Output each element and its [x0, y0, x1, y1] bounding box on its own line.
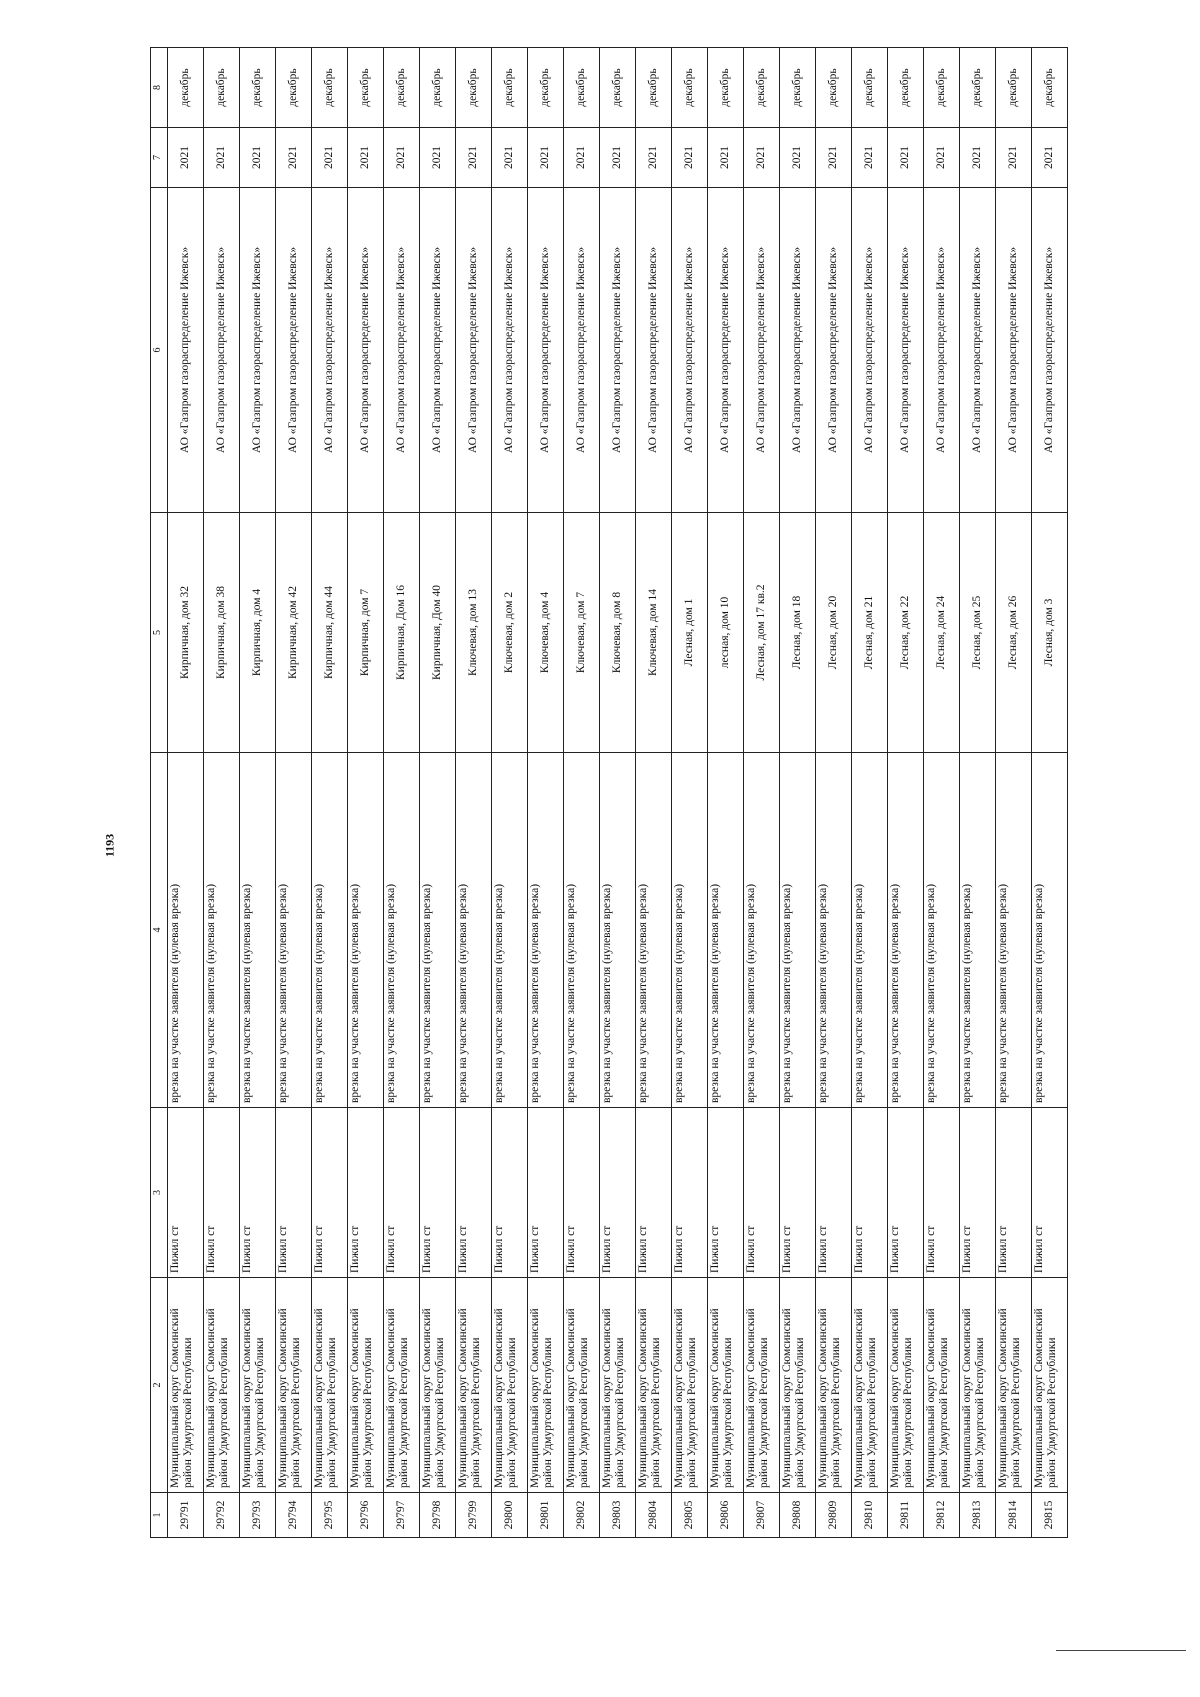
address-cell: Кирпичная, дом 4 [240, 513, 276, 753]
organization-cell: АО «Газпром газораспределение Ижевск» [384, 188, 420, 513]
table-row [1032, 48, 1068, 1538]
row-number-cell: 29808 [780, 1493, 816, 1538]
organization-cell: АО «Газпром газораспределение Ижевск» [312, 188, 348, 513]
organization-cell: АО «Газпром газораспределение Ижевск» [600, 188, 636, 513]
district-cell: Муниципальный округ Сюмсинский район Удмуртской Республики [1032, 1278, 1068, 1493]
table-row [672, 48, 708, 1538]
row-number-cell: 29806 [708, 1493, 744, 1538]
row-number-cell: 29794 [276, 1493, 312, 1538]
organization-cell: АО «Газпром газораспределение Ижевск» [996, 188, 1032, 513]
month-cell: декабрь [276, 48, 312, 128]
organization-cell: АО «Газпром газораспределение Ижевск» [348, 188, 384, 513]
district-cell: Муниципальный округ Сюмсинский район Удмуртской Республики [492, 1278, 528, 1493]
year-cell: 2021 [456, 128, 492, 188]
year-cell: 2021 [168, 128, 204, 188]
row-number-cell: 29815 [1032, 1493, 1068, 1538]
work-type-cell: врезка на участке заявителя (нулевая врезка) [744, 753, 780, 1108]
column-header: 7 [151, 128, 168, 188]
table-row [564, 48, 600, 1538]
year-cell: 2021 [924, 128, 960, 188]
month-cell: декабрь [348, 48, 384, 128]
table-row [384, 48, 420, 1538]
locality-cell: Пижил ст [420, 1108, 456, 1278]
year-cell: 2021 [816, 128, 852, 188]
organization-cell: АО «Газпром газораспределение Ижевск» [564, 188, 600, 513]
locality-cell: Пижил ст [960, 1108, 996, 1278]
table-row [960, 48, 996, 1538]
column-number-row [151, 48, 168, 1538]
locality-cell: Пижил ст [708, 1108, 744, 1278]
row-number-cell: 29811 [888, 1493, 924, 1538]
row-number-cell: 29805 [672, 1493, 708, 1538]
work-type-cell: врезка на участке заявителя (нулевая врезка) [852, 753, 888, 1108]
row-number-cell: 29800 [492, 1493, 528, 1538]
table-row [636, 48, 672, 1538]
row-number-cell: 29793 [240, 1493, 276, 1538]
locality-cell: Пижил ст [636, 1108, 672, 1278]
scan-edge-line [1056, 1650, 1186, 1651]
organization-cell: АО «Газпром газораспределение Ижевск» [636, 188, 672, 513]
address-cell: Лесная, дом 3 [1032, 513, 1068, 753]
locality-cell: Пижил ст [744, 1108, 780, 1278]
year-cell: 2021 [240, 128, 276, 188]
column-header: 4 [151, 753, 168, 1108]
work-type-cell: врезка на участке заявителя (нулевая врезка) [168, 753, 204, 1108]
locality-cell: Пижил ст [204, 1108, 240, 1278]
district-cell: Муниципальный округ Сюмсинский район Удмуртской Республики [888, 1278, 924, 1493]
month-cell: декабрь [780, 48, 816, 128]
address-cell: Ключевая, дом 7 [564, 513, 600, 753]
organization-cell: АО «Газпром газораспределение Ижевск» [816, 188, 852, 513]
month-cell: декабрь [168, 48, 204, 128]
column-header: 6 [151, 188, 168, 513]
locality-cell: Пижил ст [780, 1108, 816, 1278]
table-row [204, 48, 240, 1538]
row-number-cell: 29802 [564, 1493, 600, 1538]
month-cell: декабрь [528, 48, 564, 128]
table-row [348, 48, 384, 1538]
address-cell: Ключевая, дом 2 [492, 513, 528, 753]
work-type-cell: врезка на участке заявителя (нулевая врезка) [816, 753, 852, 1108]
address-cell: Ключевая, дом 4 [528, 513, 564, 753]
organization-cell: АО «Газпром газораспределение Ижевск» [708, 188, 744, 513]
month-cell: декабрь [1032, 48, 1068, 128]
row-number-cell: 29814 [996, 1493, 1032, 1538]
work-type-cell: врезка на участке заявителя (нулевая врезка) [708, 753, 744, 1108]
gas-connection-table [150, 47, 1068, 1538]
organization-cell: АО «Газпром газораспределение Ижевск» [492, 188, 528, 513]
month-cell: декабрь [672, 48, 708, 128]
district-cell: Муниципальный округ Сюмсинский район Удмуртской Республики [348, 1278, 384, 1493]
table-row [492, 48, 528, 1538]
district-cell: Муниципальный округ Сюмсинский район Удмуртской Республики [816, 1278, 852, 1493]
locality-cell: Пижил ст [672, 1108, 708, 1278]
locality-cell: Пижил ст [924, 1108, 960, 1278]
row-number-cell: 29810 [852, 1493, 888, 1538]
page-number: 1193 [102, 833, 117, 858]
year-cell: 2021 [996, 128, 1032, 188]
column-header: 8 [151, 48, 168, 128]
work-type-cell: врезка на участке заявителя (нулевая врезка) [204, 753, 240, 1108]
work-type-cell: врезка на участке заявителя (нулевая врезка) [420, 753, 456, 1108]
district-cell: Муниципальный округ Сюмсинский район Удмуртской Республики [600, 1278, 636, 1493]
document-body [150, 48, 1200, 1530]
month-cell: декабрь [744, 48, 780, 128]
district-cell: Муниципальный округ Сюмсинский район Удмуртской Республики [960, 1278, 996, 1493]
address-cell: Лесная, дом 18 [780, 513, 816, 753]
address-cell: Лесная, дом 21 [852, 513, 888, 753]
table-row [600, 48, 636, 1538]
locality-cell: Пижил ст [1032, 1108, 1068, 1278]
table-row [168, 48, 204, 1538]
work-type-cell: врезка на участке заявителя (нулевая врезка) [528, 753, 564, 1108]
organization-cell: АО «Газпром газораспределение Ижевск» [204, 188, 240, 513]
year-cell: 2021 [492, 128, 528, 188]
row-number-cell: 29795 [312, 1493, 348, 1538]
organization-cell: АО «Газпром газораспределение Ижевск» [780, 188, 816, 513]
organization-cell: АО «Газпром газораспределение Ижевск» [528, 188, 564, 513]
table-row [888, 48, 924, 1538]
address-cell: Кирпичная, дом 42 [276, 513, 312, 753]
district-cell: Муниципальный округ Сюмсинский район Удмуртской Республики [204, 1278, 240, 1493]
year-cell: 2021 [672, 128, 708, 188]
year-cell: 2021 [600, 128, 636, 188]
district-cell: Муниципальный округ Сюмсинский район Удмуртской Республики [312, 1278, 348, 1493]
year-cell: 2021 [420, 128, 456, 188]
row-number-cell: 29791 [168, 1493, 204, 1538]
work-type-cell: врезка на участке заявителя (нулевая врезка) [996, 753, 1032, 1108]
district-cell: Муниципальный округ Сюмсинский район Удмуртской Республики [708, 1278, 744, 1493]
column-header: 3 [151, 1108, 168, 1278]
table-row [996, 48, 1032, 1538]
table-row [924, 48, 960, 1538]
district-cell: Муниципальный округ Сюмсинский район Удмуртской Республики [744, 1278, 780, 1493]
organization-cell: АО «Газпром газораспределение Ижевск» [888, 188, 924, 513]
row-number-cell: 29809 [816, 1493, 852, 1538]
table-row [708, 48, 744, 1538]
year-cell: 2021 [528, 128, 564, 188]
row-number-cell: 29803 [600, 1493, 636, 1538]
organization-cell: АО «Газпром газораспределение Ижевск» [420, 188, 456, 513]
table-row [852, 48, 888, 1538]
district-cell: Муниципальный округ Сюмсинский район Удмуртской Республики [780, 1278, 816, 1493]
work-type-cell: врезка на участке заявителя (нулевая врезка) [384, 753, 420, 1108]
month-cell: декабрь [240, 48, 276, 128]
month-cell: декабрь [492, 48, 528, 128]
locality-cell: Пижил ст [852, 1108, 888, 1278]
district-cell: Муниципальный округ Сюмсинский район Удмуртской Республики [276, 1278, 312, 1493]
month-cell: декабрь [312, 48, 348, 128]
work-type-cell: врезка на участке заявителя (нулевая врезка) [456, 753, 492, 1108]
work-type-cell: врезка на участке заявителя (нулевая врезка) [240, 753, 276, 1108]
address-cell: Ключевая, дом 13 [456, 513, 492, 753]
row-number-cell: 29813 [960, 1493, 996, 1538]
month-cell: декабрь [816, 48, 852, 128]
work-type-cell: врезка на участке заявителя (нулевая врезка) [1032, 753, 1068, 1108]
locality-cell: Пижил ст [456, 1108, 492, 1278]
district-cell: Муниципальный округ Сюмсинский район Удмуртской Республики [384, 1278, 420, 1493]
month-cell: декабрь [888, 48, 924, 128]
month-cell: декабрь [708, 48, 744, 128]
address-cell: лесная, дом 10 [708, 513, 744, 753]
year-cell: 2021 [852, 128, 888, 188]
work-type-cell: врезка на участке заявителя (нулевая врезка) [960, 753, 996, 1108]
locality-cell: Пижил ст [888, 1108, 924, 1278]
month-cell: декабрь [456, 48, 492, 128]
month-cell: декабрь [204, 48, 240, 128]
month-cell: декабрь [852, 48, 888, 128]
year-cell: 2021 [780, 128, 816, 188]
table-row [780, 48, 816, 1538]
work-type-cell: врезка на участке заявителя (нулевая врезка) [672, 753, 708, 1108]
year-cell: 2021 [744, 128, 780, 188]
work-type-cell: врезка на участке заявителя (нулевая врезка) [780, 753, 816, 1108]
month-cell: декабрь [600, 48, 636, 128]
rotated-table-container [150, 48, 1068, 1538]
address-cell: Ключевая, дом 14 [636, 513, 672, 753]
address-cell: Лесная, дом 20 [816, 513, 852, 753]
organization-cell: АО «Газпром газораспределение Ижевск» [744, 188, 780, 513]
year-cell: 2021 [960, 128, 996, 188]
year-cell: 2021 [384, 128, 420, 188]
locality-cell: Пижил ст [312, 1108, 348, 1278]
column-header: 5 [151, 513, 168, 753]
district-cell: Муниципальный округ Сюмсинский район Удмуртской Республики [240, 1278, 276, 1493]
organization-cell: АО «Газпром газораспределение Ижевск» [924, 188, 960, 513]
district-cell: Муниципальный округ Сюмсинский район Удмуртской Республики [528, 1278, 564, 1493]
organization-cell: АО «Газпром газораспределение Ижевск» [672, 188, 708, 513]
month-cell: декабрь [420, 48, 456, 128]
address-cell: Кирпичная, дом 7 [348, 513, 384, 753]
table-row [528, 48, 564, 1538]
district-cell: Муниципальный округ Сюмсинский район Удмуртской Республики [924, 1278, 960, 1493]
address-cell: Лесная, дом 24 [924, 513, 960, 753]
locality-cell: Пижил ст [528, 1108, 564, 1278]
district-cell: Муниципальный округ Сюмсинский район Удмуртской Республики [564, 1278, 600, 1493]
month-cell: декабрь [996, 48, 1032, 128]
table-row [456, 48, 492, 1538]
district-cell: Муниципальный округ Сюмсинский район Удмуртской Республики [672, 1278, 708, 1493]
address-cell: Кирпичная, дом 38 [204, 513, 240, 753]
table-row [420, 48, 456, 1538]
work-type-cell: врезка на участке заявителя (нулевая врезка) [636, 753, 672, 1108]
locality-cell: Пижил ст [384, 1108, 420, 1278]
year-cell: 2021 [636, 128, 672, 188]
address-cell: Лесная, дом 22 [888, 513, 924, 753]
district-cell: Муниципальный округ Сюмсинский район Удмуртской Республики [852, 1278, 888, 1493]
year-cell: 2021 [888, 128, 924, 188]
work-type-cell: врезка на участке заявителя (нулевая врезка) [348, 753, 384, 1108]
table-row [276, 48, 312, 1538]
work-type-cell: врезка на участке заявителя (нулевая врезка) [924, 753, 960, 1108]
row-number-cell: 29797 [384, 1493, 420, 1538]
row-number-cell: 29796 [348, 1493, 384, 1538]
address-cell: Лесная, дом 25 [960, 513, 996, 753]
row-number-cell: 29799 [456, 1493, 492, 1538]
month-cell: декабрь [564, 48, 600, 128]
organization-cell: АО «Газпром газораспределение Ижевск» [168, 188, 204, 513]
address-cell: Лесная, дом 26 [996, 513, 1032, 753]
work-type-cell: врезка на участке заявителя (нулевая врезка) [564, 753, 600, 1108]
district-cell: Муниципальный округ Сюмсинский район Удмуртской Республики [420, 1278, 456, 1493]
row-number-cell: 29807 [744, 1493, 780, 1538]
row-number-cell: 29804 [636, 1493, 672, 1538]
column-header: 1 [151, 1493, 168, 1538]
year-cell: 2021 [348, 128, 384, 188]
address-cell: Лесная, дом 1 [672, 513, 708, 753]
locality-cell: Пижил ст [600, 1108, 636, 1278]
month-cell: декабрь [924, 48, 960, 128]
address-cell: Кирпичная, Дом 40 [420, 513, 456, 753]
table-row [816, 48, 852, 1538]
work-type-cell: врезка на участке заявителя (нулевая врезка) [888, 753, 924, 1108]
work-type-cell: врезка на участке заявителя (нулевая врезка) [492, 753, 528, 1108]
district-cell: Муниципальный округ Сюмсинский район Удмуртской Республики [636, 1278, 672, 1493]
row-number-cell: 29801 [528, 1493, 564, 1538]
locality-cell: Пижил ст [276, 1108, 312, 1278]
address-cell: Ключевая, дом 8 [600, 513, 636, 753]
work-type-cell: врезка на участке заявителя (нулевая врезка) [600, 753, 636, 1108]
work-type-cell: врезка на участке заявителя (нулевая врезка) [276, 753, 312, 1108]
district-cell: Муниципальный округ Сюмсинский район Удмуртской Республики [996, 1278, 1032, 1493]
district-cell: Муниципальный округ Сюмсинский район Удмуртской Республики [456, 1278, 492, 1493]
table-body [168, 48, 1068, 1538]
locality-cell: Пижил ст [240, 1108, 276, 1278]
organization-cell: АО «Газпром газораспределение Ижевск» [852, 188, 888, 513]
month-cell: декабрь [384, 48, 420, 128]
locality-cell: Пижил ст [816, 1108, 852, 1278]
year-cell: 2021 [1032, 128, 1068, 188]
locality-cell: Пижил ст [564, 1108, 600, 1278]
address-cell: Кирпичная, дом 32 [168, 513, 204, 753]
organization-cell: АО «Газпром газораспределение Ижевск» [276, 188, 312, 513]
address-cell: Кирпичная, Дом 16 [384, 513, 420, 753]
address-cell: Кирпичная, дом 44 [312, 513, 348, 753]
column-header: 2 [151, 1278, 168, 1493]
organization-cell: АО «Газпром газораспределение Ижевск» [240, 188, 276, 513]
row-number-cell: 29812 [924, 1493, 960, 1538]
locality-cell: Пижил ст [168, 1108, 204, 1278]
locality-cell: Пижил ст [996, 1108, 1032, 1278]
locality-cell: Пижил ст [492, 1108, 528, 1278]
year-cell: 2021 [564, 128, 600, 188]
table-row [312, 48, 348, 1538]
organization-cell: АО «Газпром газораспределение Ижевск» [1032, 188, 1068, 513]
year-cell: 2021 [204, 128, 240, 188]
row-number-cell: 29798 [420, 1493, 456, 1538]
row-number-cell: 29792 [204, 1493, 240, 1538]
organization-cell: АО «Газпром газораспределение Ижевск» [960, 188, 996, 513]
locality-cell: Пижил ст [348, 1108, 384, 1278]
district-cell: Муниципальный округ Сюмсинский район Удмуртской Республики [168, 1278, 204, 1493]
month-cell: декабрь [636, 48, 672, 128]
table-row [744, 48, 780, 1538]
organization-cell: АО «Газпром газораспределение Ижевск» [456, 188, 492, 513]
year-cell: 2021 [708, 128, 744, 188]
month-cell: декабрь [960, 48, 996, 128]
year-cell: 2021 [276, 128, 312, 188]
address-cell: Лесная, дом 17 кв.2 [744, 513, 780, 753]
year-cell: 2021 [312, 128, 348, 188]
work-type-cell: врезка на участке заявителя (нулевая врезка) [312, 753, 348, 1108]
table-row [240, 48, 276, 1538]
